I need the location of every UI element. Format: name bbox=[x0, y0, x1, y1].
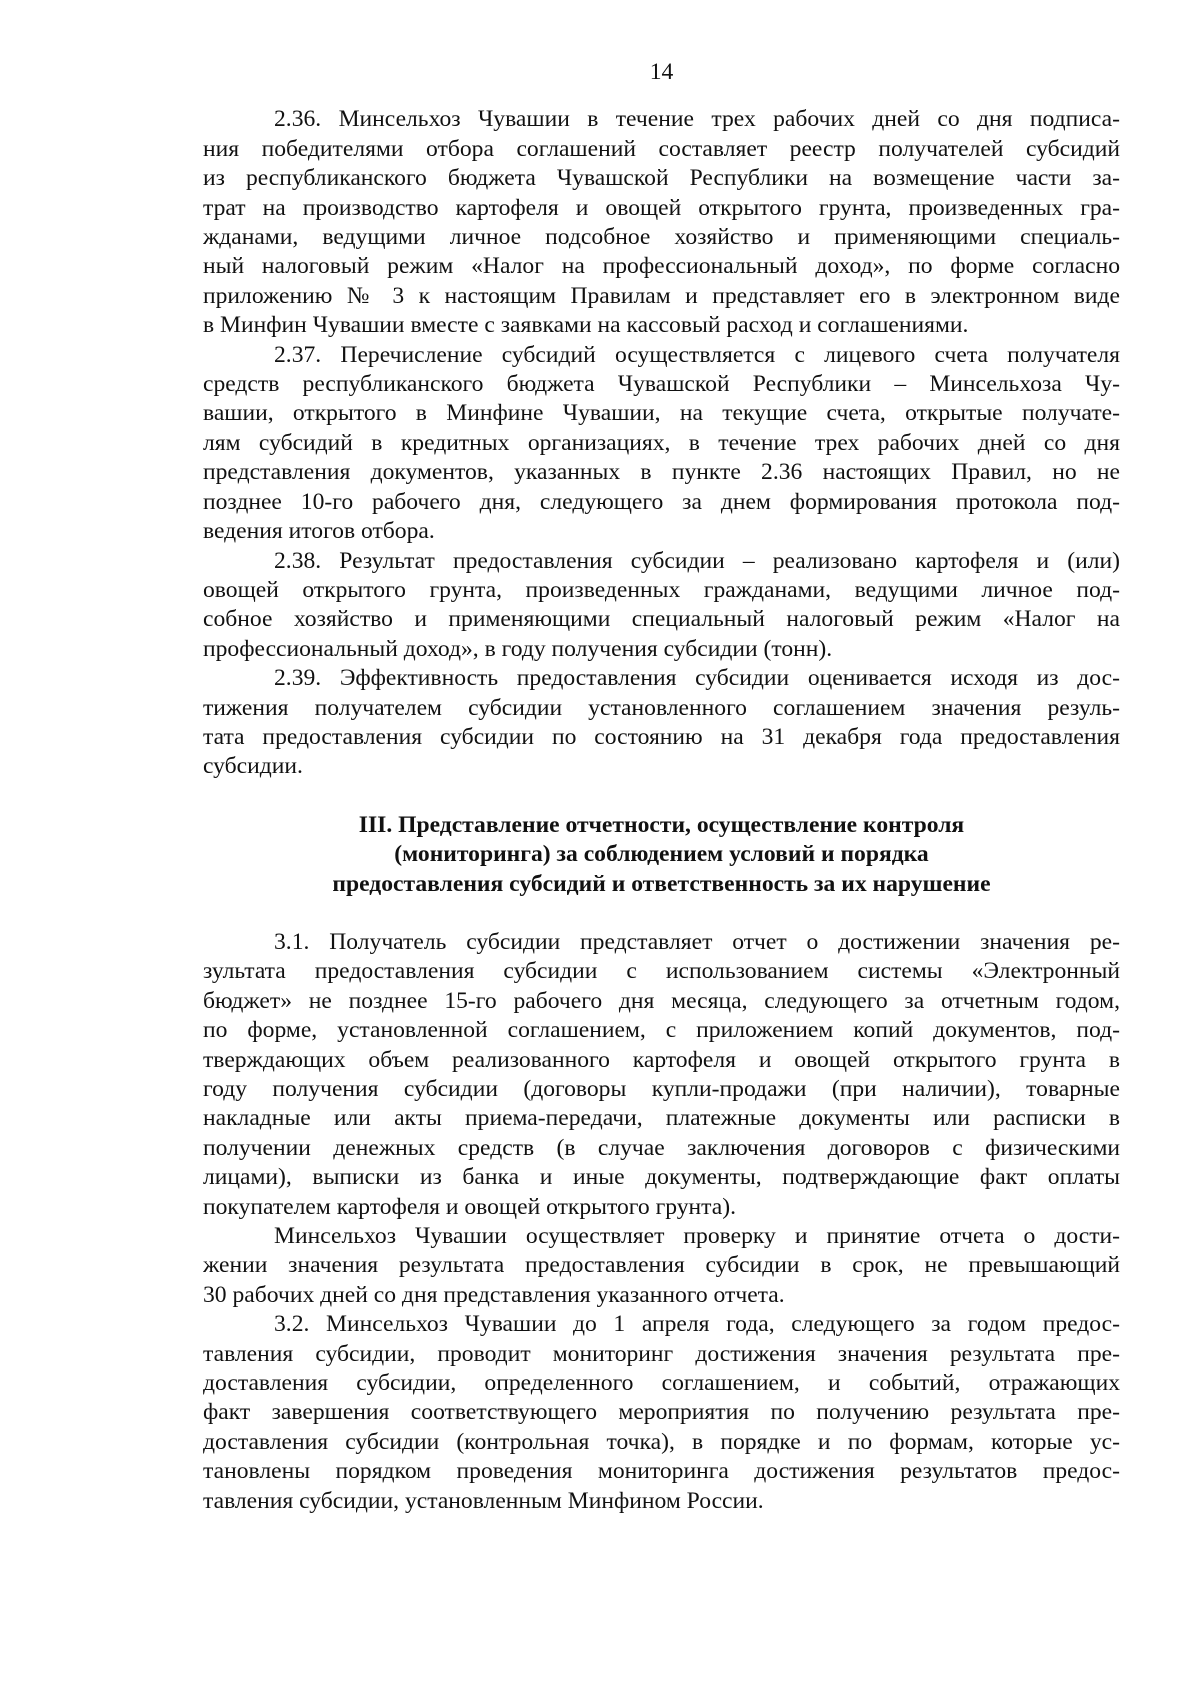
page-number: 14 bbox=[649, 59, 674, 85]
paragraph-line: Минсельхоз Чувашии осуществляет проверку и принятие отчета о дости- bbox=[274, 1223, 1120, 1250]
paragraph-line: собное хозяйство и применяющими специальный налоговый режим «Налог на bbox=[203, 606, 1120, 633]
paragraph-line: профессиональный доход», в году получения субсидии (тонн). bbox=[203, 635, 833, 662]
paragraph-line: тавления субсидии, установленным Минфином России. bbox=[203, 1487, 764, 1514]
paragraph-line: 3.1. Получатель субсидии представляет отчет о достижении значения ре- bbox=[274, 928, 1120, 955]
paragraph-line: доставления субсидии, определенного соглашением, и событий, отражающих bbox=[203, 1370, 1120, 1397]
paragraph-line: позднее 10-го рабочего дня, следующего за днем формирования протокола под- bbox=[203, 488, 1120, 515]
paragraph-line: факт завершения соответствующего мероприятия по получению результата пре- bbox=[203, 1399, 1120, 1426]
paragraph-line: бюджет» не позднее 15-го рабочего дня месяца, следующего за отчетным годом, bbox=[203, 987, 1120, 1014]
paragraph-line: 2.36. Минсельхоз Чувашии в течение трех рабочих дней со дня подписа- bbox=[274, 106, 1120, 133]
paragraph-line: вашии, открытого в Минфине Чувашии, на текущие счета, открытые получате- bbox=[203, 400, 1120, 427]
paragraph bbox=[203, 1310, 1120, 1516]
paragraph-line: зультата предоставления субсидии с использованием системы «Электронный bbox=[203, 958, 1120, 985]
paragraph-line: трат на производство картофеля и овощей открытого грунта, произведенных гра- bbox=[203, 194, 1120, 221]
paragraph-line: лям субсидий в кредитных организациях, в течение трех рабочих дней со дня bbox=[203, 429, 1120, 456]
paragraph-line: жении значения результата предоставления субсидии в срок, не превышающий bbox=[203, 1252, 1120, 1279]
paragraph-line: тата предоставления субсидии по состоянию на 31 декабря года предоставления bbox=[203, 723, 1120, 750]
paragraph-line: получении денежных средств (в случае заключения договоров с физическими bbox=[203, 1134, 1120, 1161]
paragraph bbox=[203, 105, 1120, 340]
paragraph-line: из республиканского бюджета Чувашской Республики на возмещение части за- bbox=[203, 165, 1120, 192]
paragraph-line: тверждающих объем реализованного картофеля и овощей открытого грунта в bbox=[203, 1046, 1120, 1073]
paragraph-line: представления документов, указанных в пункте 2.36 настоящих Правил, но не bbox=[203, 459, 1120, 486]
paragraph-line: тановлены порядком проведения мониторинга достижения результатов предос- bbox=[203, 1458, 1120, 1485]
paragraph-line: тавления субсидии, проводит мониторинг достижения значения результата пре- bbox=[203, 1340, 1120, 1367]
document-page bbox=[203, 58, 1120, 1516]
paragraph bbox=[203, 928, 1120, 1222]
paragraph-line: ния победителями отбора соглашений составляет реестр получателей субсидий bbox=[203, 135, 1120, 162]
paragraph-line: средств республиканского бюджета Чувашской Республики – Минсельхоза Чу- bbox=[203, 371, 1120, 398]
paragraph bbox=[203, 664, 1120, 782]
paragraphs-before bbox=[203, 105, 1120, 781]
paragraph-line: в Минфин Чувашии вместе с заявками на кассовый расход и соглашениями. bbox=[203, 312, 969, 339]
paragraph-line: 2.38. Результат предоставления субсидии – реализовано картофеля и (или) bbox=[274, 547, 1120, 574]
paragraph bbox=[203, 547, 1120, 665]
paragraph-line: тижения получателем субсидии установленного соглашением значения резуль- bbox=[203, 694, 1120, 721]
section-heading bbox=[203, 811, 1120, 899]
paragraph-line: покупателем картофеля и овощей открытого грунта). bbox=[203, 1193, 737, 1220]
paragraph-line: ный налоговый режим «Налог на профессиональный доход», по форме согласно bbox=[203, 253, 1120, 280]
paragraph-line: 3.2. Минсельхоз Чувашии до 1 апреля года, следующего за годом предос- bbox=[274, 1311, 1120, 1338]
paragraph-line: овощей открытого грунта, произведенных гражданами, ведущими личное под- bbox=[203, 576, 1120, 603]
paragraph-line: по форме, установленной соглашением, с приложением копий документов, под- bbox=[203, 1017, 1120, 1044]
paragraph-line: доставления субсидии (контрольная точка), в порядке и по формам, которые ус- bbox=[203, 1428, 1120, 1455]
paragraph-line: 2.37. Перечисление субсидий осуществляется с лицевого счета получателя bbox=[274, 341, 1120, 368]
paragraphs-after bbox=[203, 928, 1120, 1516]
paragraph bbox=[203, 1222, 1120, 1310]
paragraph-line: ведения итогов отбора. bbox=[203, 518, 435, 545]
section-heading-line: III. Представление отчетности, осуществление контроля bbox=[358, 811, 965, 838]
paragraph-line: жданами, ведущими личное подсобное хозяйство и применяющими специаль- bbox=[203, 224, 1120, 251]
paragraph bbox=[203, 341, 1120, 547]
paragraph-line: приложению № 3 к настоящим Правилам и представляет его в электронном виде bbox=[203, 282, 1120, 309]
section-heading-line: предоставления субсидий и ответственность за их нарушение bbox=[332, 870, 991, 897]
paragraph-line: году получения субсидии (договоры купли-продажи (при наличии), товарные bbox=[203, 1076, 1120, 1102]
paragraph-line: 2.39. Эффективность предоставления субсидии оценивается исходя из дос- bbox=[274, 665, 1120, 692]
section-heading-line: (мониторинга) за соблюдением условий и порядка bbox=[394, 841, 929, 868]
paragraph-line: субсидии. bbox=[203, 753, 303, 780]
paragraph-line: накладные или акты приема-передачи, платежные документы или расписки в bbox=[203, 1105, 1120, 1132]
paragraph-line: лицами), выписки из банка и иные документы, подтверждающие факт оплаты bbox=[203, 1164, 1120, 1191]
paragraph-line: 30 рабочих дней со дня представления указанного отчета. bbox=[203, 1281, 785, 1308]
